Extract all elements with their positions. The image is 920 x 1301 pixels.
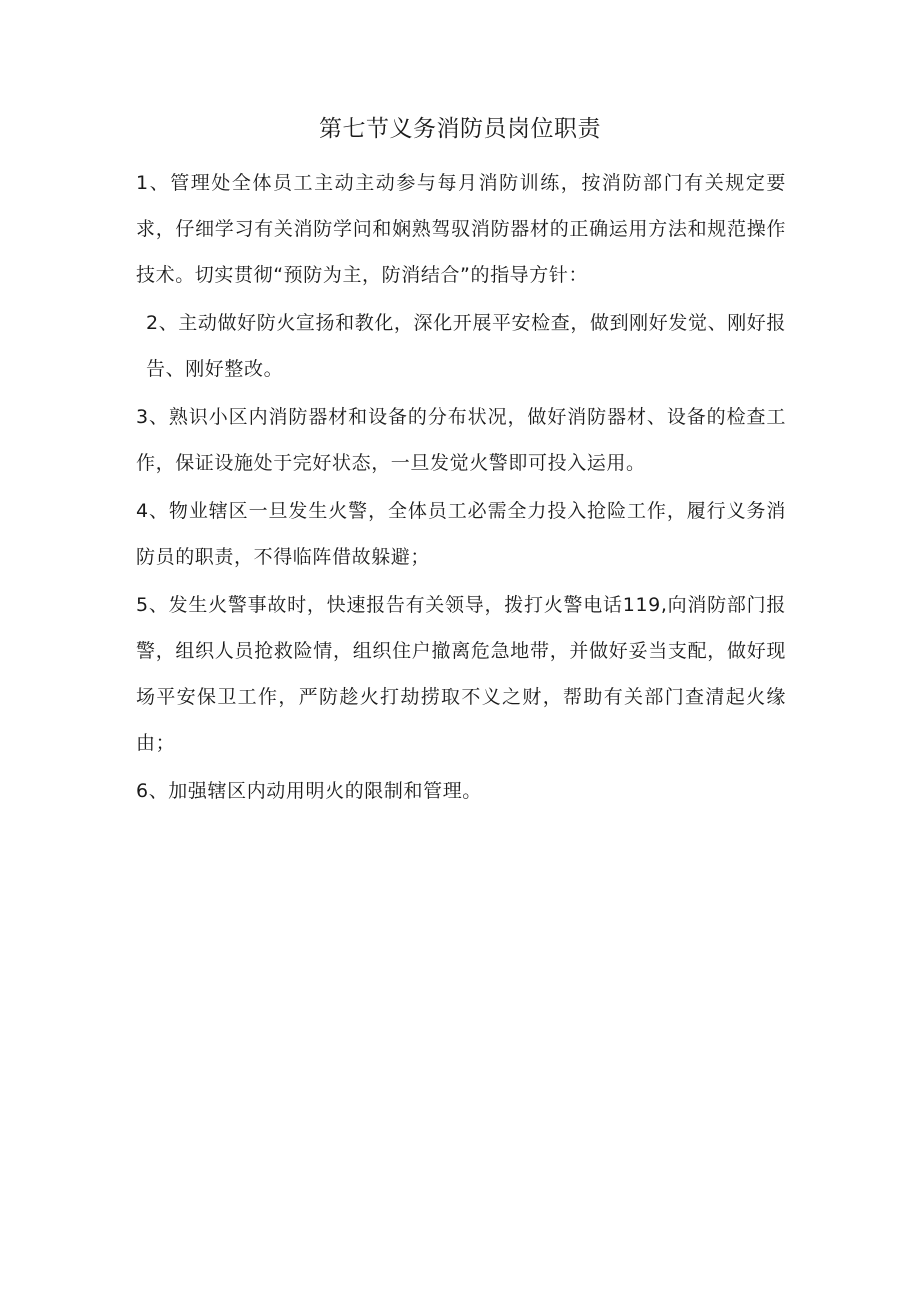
- document-body: [136, 160, 786, 814]
- paragraph-5: 5、发生火警事故时，快速报告有关领导，拨打火警电话119,向消防部门报警，组织人员抢救险情，组织住户撤离危急地带，并做好妥当支配，做好现场平安保卫工作，严防趁火打劫捞取不义之财，帮助有关部门查清起火缘由；: [136, 594, 786, 754]
- paragraph-2: 2、主动做好防火宣扬和教化，深化开展平安检查，做到刚好发觉、刚好报告、刚好整改。: [146, 312, 786, 380]
- paragraph-3: 3、熟识小区内消防器材和设备的分布状况，做好消防器材、设备的检查工作，保证设施处于完好状态，一旦发觉火警即可投入运用。: [136, 406, 786, 474]
- document-title: 第七节义务消防员岗位职责: [319, 116, 601, 142]
- paragraph-1: 1、管理处全体员工主动主动参与每月消防训练，按消防部门有关规定要求，仔细学习有关消防学问和娴熟驾驭消防器材的正确运用方法和规范操作技术。切实贯彻“预防为主，防消结合”的指导方针：: [136, 172, 786, 286]
- paragraph-4: 4、物业辖区一旦发生火警，全体员工必需全力投入抢险工作，履行义务消防员的职责，不得临阵借故躲避；: [136, 500, 786, 568]
- paragraph-6: 6、加强辖区内动用明火的限制和管理。: [136, 780, 482, 802]
